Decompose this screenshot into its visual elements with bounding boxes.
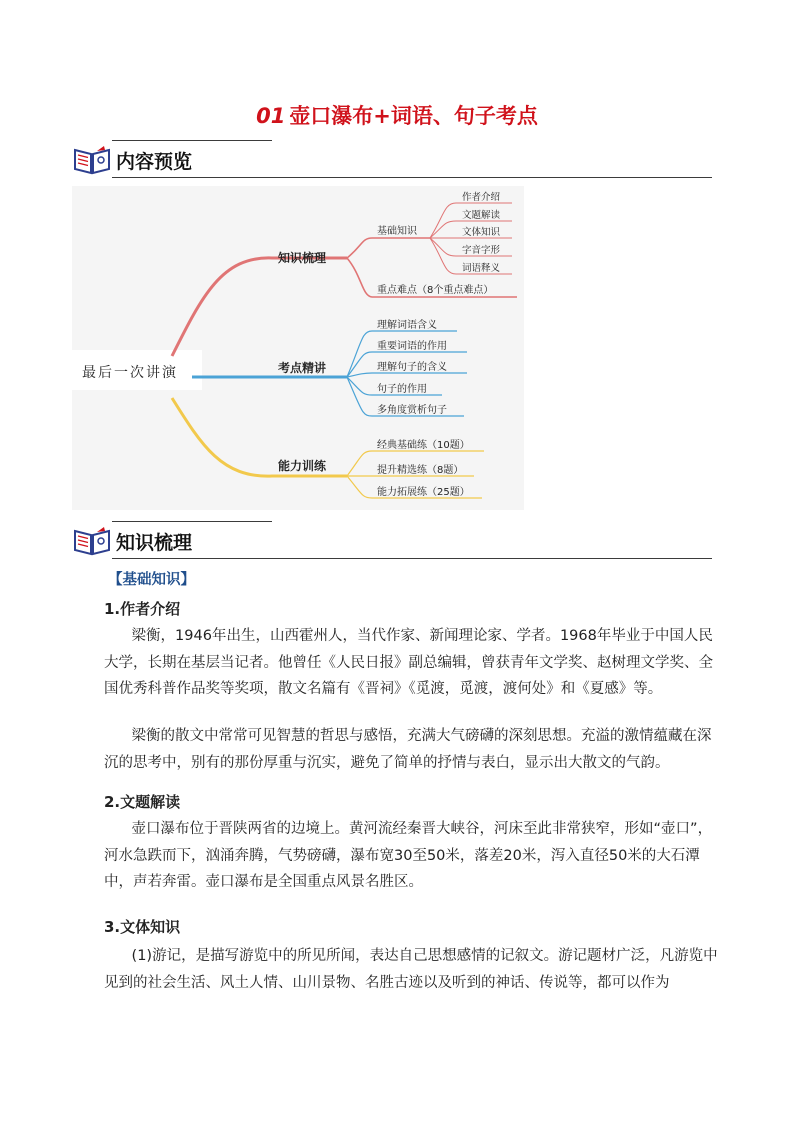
section-title-knowledge: 知识梳理 (116, 532, 193, 554)
branch-knowledge: 知识梳理 (278, 251, 327, 265)
open-book-icon (72, 523, 112, 557)
heading-genre: 3.文体知识 (104, 918, 181, 936)
divider (112, 177, 712, 178)
branch-exam: 考点精讲 (278, 361, 327, 375)
page-title (0, 100, 794, 130)
paragraph-title-reading: 壶口瀑布位于晋陕两省的边境上。黄河流经秦晋大峡谷，河床至此非常狭窄，形如“壶口”，河水急跌而下，汹涌奔腾，气势磅礴，瀑布宽30至50米，落差20米，泻入直径50米的大石潭中，声若奔雷。壶口瀑布是全国重点风景名胜区。 (104, 821, 713, 890)
open-book-icon (72, 142, 112, 176)
paragraph-genre: (1)游记，是描写游览中的所见所闻，表达自己思想感情的记叙文。游记题材广泛，凡游览中见到的社会生活、风土人情、山川景物、名胜古迹以及听到的神话、传说等，都可以作为 (104, 948, 718, 991)
leaf-word-meaning: 理解词语含义 (377, 320, 437, 331)
section-title-preview: 内容预览 (116, 151, 193, 173)
section-header-preview (72, 140, 712, 180)
bracket-heading: 【基础知识】 (108, 572, 195, 588)
leaf-extension-practice: 能力拓展练（25题） (377, 487, 470, 498)
sub-key-difficulties: 重点难点（8个重点难点） (377, 285, 494, 296)
mindmap-root: 最后一次讲演 (82, 365, 178, 381)
mind-map (72, 186, 524, 510)
branch-training: 能力训练 (278, 459, 327, 473)
heading-author: 1.作者介绍 (104, 600, 181, 618)
paragraph-author-1: 梁衡，1946年出生，山西霍州人，当代作家、新闻理论家、学者。1968年毕业于中国人民大学，长期在基层当记者。他曾任《人民日报》副总编辑，曾获青年文学奖、赵树理文学奖、全国优秀科普作品奖等奖项，散文名篇有《晋祠》《觅渡，觅渡，渡何处》和《夏感》等。 (104, 628, 713, 697)
section-header-knowledge (72, 521, 712, 561)
divider (112, 558, 712, 559)
leaf-advanced-practice: 提升精选练（8题） (377, 465, 464, 476)
leaf-sentence-appreciation: 多角度赏析句子 (377, 405, 447, 416)
paragraph-author-2: 梁衡的散文中常常可见智慧的哲思与感悟，充满大气磅礴的深刻思想。充溢的激情蕴藏在深沉的思考中，别有的那份厚重与沉实，避免了简单的抒情与表白，显示出大散文的气韵。 (104, 728, 712, 771)
leaf-basic-practice: 经典基础练（10题） (377, 440, 470, 451)
title-number: 01 (256, 104, 286, 128)
title-text: 壶口瀑布+词语、句子考点 (289, 104, 538, 128)
leaf-sentence-meaning: 理解句子的含义 (377, 362, 447, 373)
leaf-vocabulary: 词语释义 (462, 263, 501, 274)
leaf-author: 作者介绍 (462, 192, 501, 203)
leaf-pronunciation: 字音字形 (462, 245, 501, 256)
leaf-genre: 文体知识 (462, 227, 501, 238)
leaf-word-function: 重要词语的作用 (377, 341, 447, 352)
leaf-title-reading: 文题解读 (462, 210, 501, 221)
sub-basic-knowledge: 基础知识 (377, 226, 417, 237)
leaf-sentence-function: 句子的作用 (377, 384, 427, 395)
heading-title-reading: 2.文题解读 (104, 793, 181, 811)
